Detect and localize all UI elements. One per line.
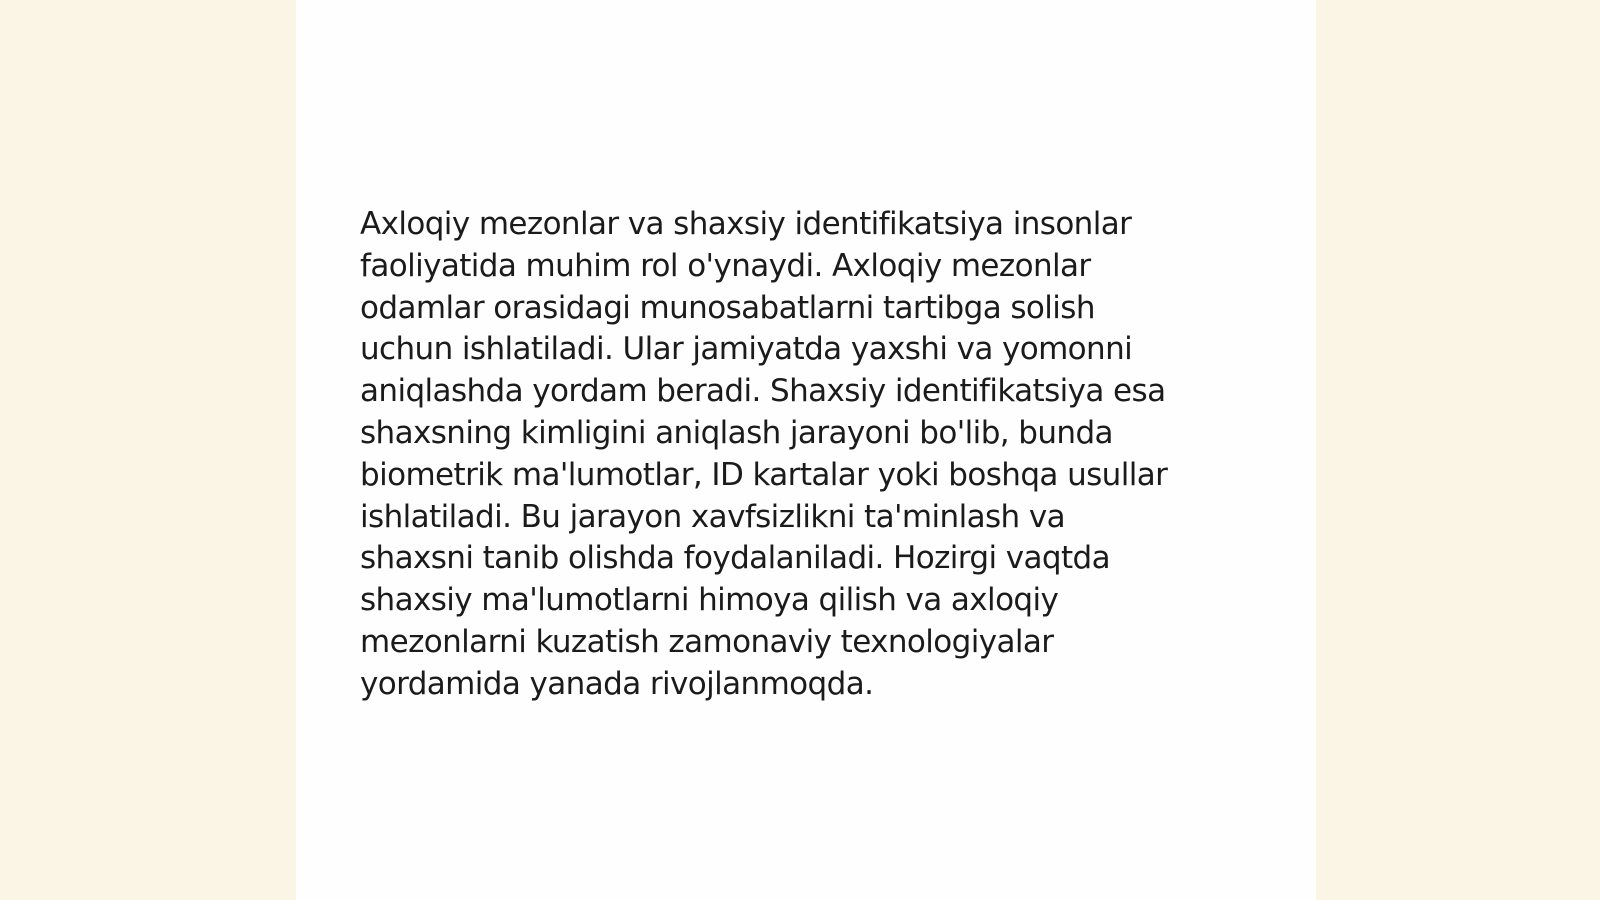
slide-canvas — [296, 0, 1316, 900]
body-line: Axloqiy mezonlar va shaxsiy identifikatsiya insonlar — [360, 206, 1132, 242]
body-line: ishlatiladi. Bu jarayon xavfsizlikni ta'minlash va — [360, 498, 1065, 535]
right-margin-background — [1316, 0, 1600, 900]
body-line: odamlar orasidagi munosabatlarni tartibga solish — [360, 289, 1095, 326]
body-line: uchun ishlatiladi. Ular jamiyatda yaxshi va yomonni — [360, 331, 1133, 368]
body-line: aniqlashda yordam beradi. Shaxsiy identifikatsiya esa — [360, 373, 1166, 410]
body-line: shaxsiy ma'lumotlarni himoya qilish va axloqiy — [360, 582, 1059, 619]
body-line: shaxsni tanib olishda foydalaniladi. Hozirgi vaqtda — [360, 540, 1111, 577]
slide-body-text — [360, 204, 1260, 706]
body-line: biometrik ma'lumotlar, ID kartalar yoki boshqa usullar — [360, 456, 1168, 493]
body-line: faoliyatida muhim rol o'ynaydi. Axloqiy mezonlar — [360, 247, 1091, 284]
body-line: mezonlarni kuzatish zamonaviy texnologiyalar — [360, 623, 1054, 660]
body-line: yordamida yanada rivojlanmoqda. — [360, 665, 874, 702]
left-margin-background — [0, 0, 296, 900]
body-line: shaxsning kimligini aniqlash jarayoni bo'lib, bunda — [360, 414, 1113, 451]
